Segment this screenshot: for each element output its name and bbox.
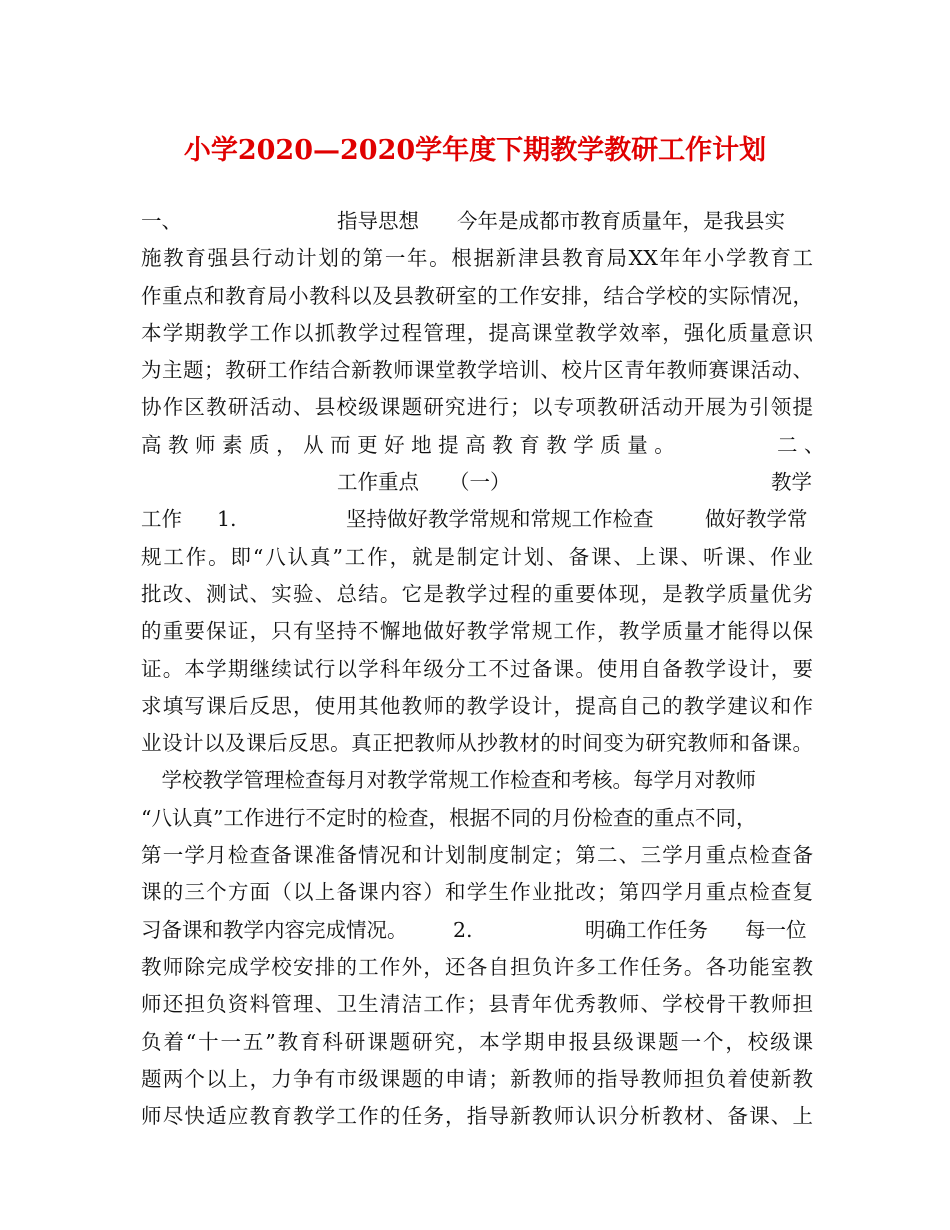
section-heading: 指导思想 bbox=[337, 209, 419, 233]
text-line bbox=[141, 427, 825, 464]
text-segment: 做好教学常 bbox=[705, 507, 808, 532]
text-segment: 今年是成都市教育质量年，是我县实 bbox=[457, 209, 785, 233]
text-segment: 高 教 师 素 质 ， 从 而 更 好 地 提 高 教 育 教 学 质 量 。 bbox=[141, 432, 675, 457]
text-line: 证。本学期继续试行以学科年级分工不过备课。使用自备教学设计，要 bbox=[141, 656, 813, 681]
text-line: 作重点和教育局小教科以及县教研室的工作安排，结合学校的实际情况， bbox=[141, 283, 813, 308]
text-line: 题两个以上，力争有市级课题的申请；新教师的指导教师担负着使新教 bbox=[141, 1066, 813, 1091]
text-line: 求填写课后反思，使用其他教师的教学设计，提高自己的教学建议和作 bbox=[141, 693, 813, 718]
text-line: 学校教学管理检查每月对教学常规工作检查和考核。每学月对教师 bbox=[141, 768, 756, 793]
text-segment: 每一位 bbox=[745, 917, 807, 942]
text-line: 规工作。即“八认真”工作，就是制定计划、备课、上课、听课、作业 bbox=[141, 544, 813, 569]
text-segment: 习备课和教学内容完成情况。 bbox=[141, 917, 408, 942]
document-title: 小学2020—2020学年度下期教学教研工作计划 bbox=[183, 135, 767, 166]
text-line: 批改、测试、实验、总结。它是教学过程的重要体现，是教学质量优劣 bbox=[141, 581, 813, 606]
item-number: 1. bbox=[217, 507, 237, 532]
text-line: 为主题；教研工作结合新教师课堂教学培训、校片区青年教师赛课活动、 bbox=[141, 358, 813, 383]
text-line: 的重要保证，只有坚持不懈地做好教学常规工作，教学质量才能得以保 bbox=[141, 619, 813, 644]
text-line bbox=[141, 501, 813, 538]
text-line: 师还担负资料管理、卫生清洁工作；县青年优秀教师、学校骨干教师担 bbox=[141, 992, 813, 1017]
item-heading: 明确工作任务 bbox=[585, 917, 708, 942]
text-line: 协作区教研活动、县校级课题研究进行；以专项教研活动开展为引领提 bbox=[141, 395, 813, 420]
text-line: 施教育强县行动计划的第一年。根据新津县教育局XX年年小学教育工 bbox=[141, 246, 813, 271]
text-line bbox=[141, 203, 813, 240]
text-line: “八认真”工作进行不定时的检查，根据不同的月份检查的重点不同， bbox=[141, 805, 757, 830]
subsection-heading: 教学 bbox=[771, 470, 812, 495]
text-line: 教师除完成学校安排的工作外，还各自担负许多工作任务。各功能室教 bbox=[141, 954, 813, 979]
text-line bbox=[141, 912, 813, 949]
document-body bbox=[141, 203, 825, 1135]
text-line: 课的三个方面（以上备课内容）和学生作业批改；第四学月重点检查复 bbox=[141, 880, 813, 905]
text-line bbox=[141, 464, 813, 501]
text-line: 第一学月检查备课准备情况和计划制度制定；第二、三学月重点检查备 bbox=[141, 843, 813, 868]
text-line: 业设计以及课后反思。真正把教师从抄教材的时间变为研究教师和备课。 bbox=[141, 731, 813, 756]
section-number: 一、 bbox=[141, 209, 182, 233]
subsection-heading: 工作 bbox=[141, 507, 182, 532]
item-number: 2. bbox=[453, 917, 473, 942]
text-line: 负着“十一五”教育科研课题研究，本学期申报县级课题一个，校级课 bbox=[141, 1029, 813, 1054]
item-heading: 坚持做好教学常规和常规工作检查 bbox=[346, 507, 654, 532]
text-line: 本学期教学工作以抓教学过程管理，提高课堂教学效率，强化质量意识 bbox=[141, 320, 813, 345]
section-heading: 工作重点 bbox=[337, 470, 419, 495]
text-line: 师尽快适应教育教学工作的任务，指导新教师认识分析教材、备课、上 bbox=[141, 1104, 813, 1129]
section-number: 二 、 bbox=[777, 432, 825, 457]
subsection-number: （一） bbox=[449, 470, 511, 495]
